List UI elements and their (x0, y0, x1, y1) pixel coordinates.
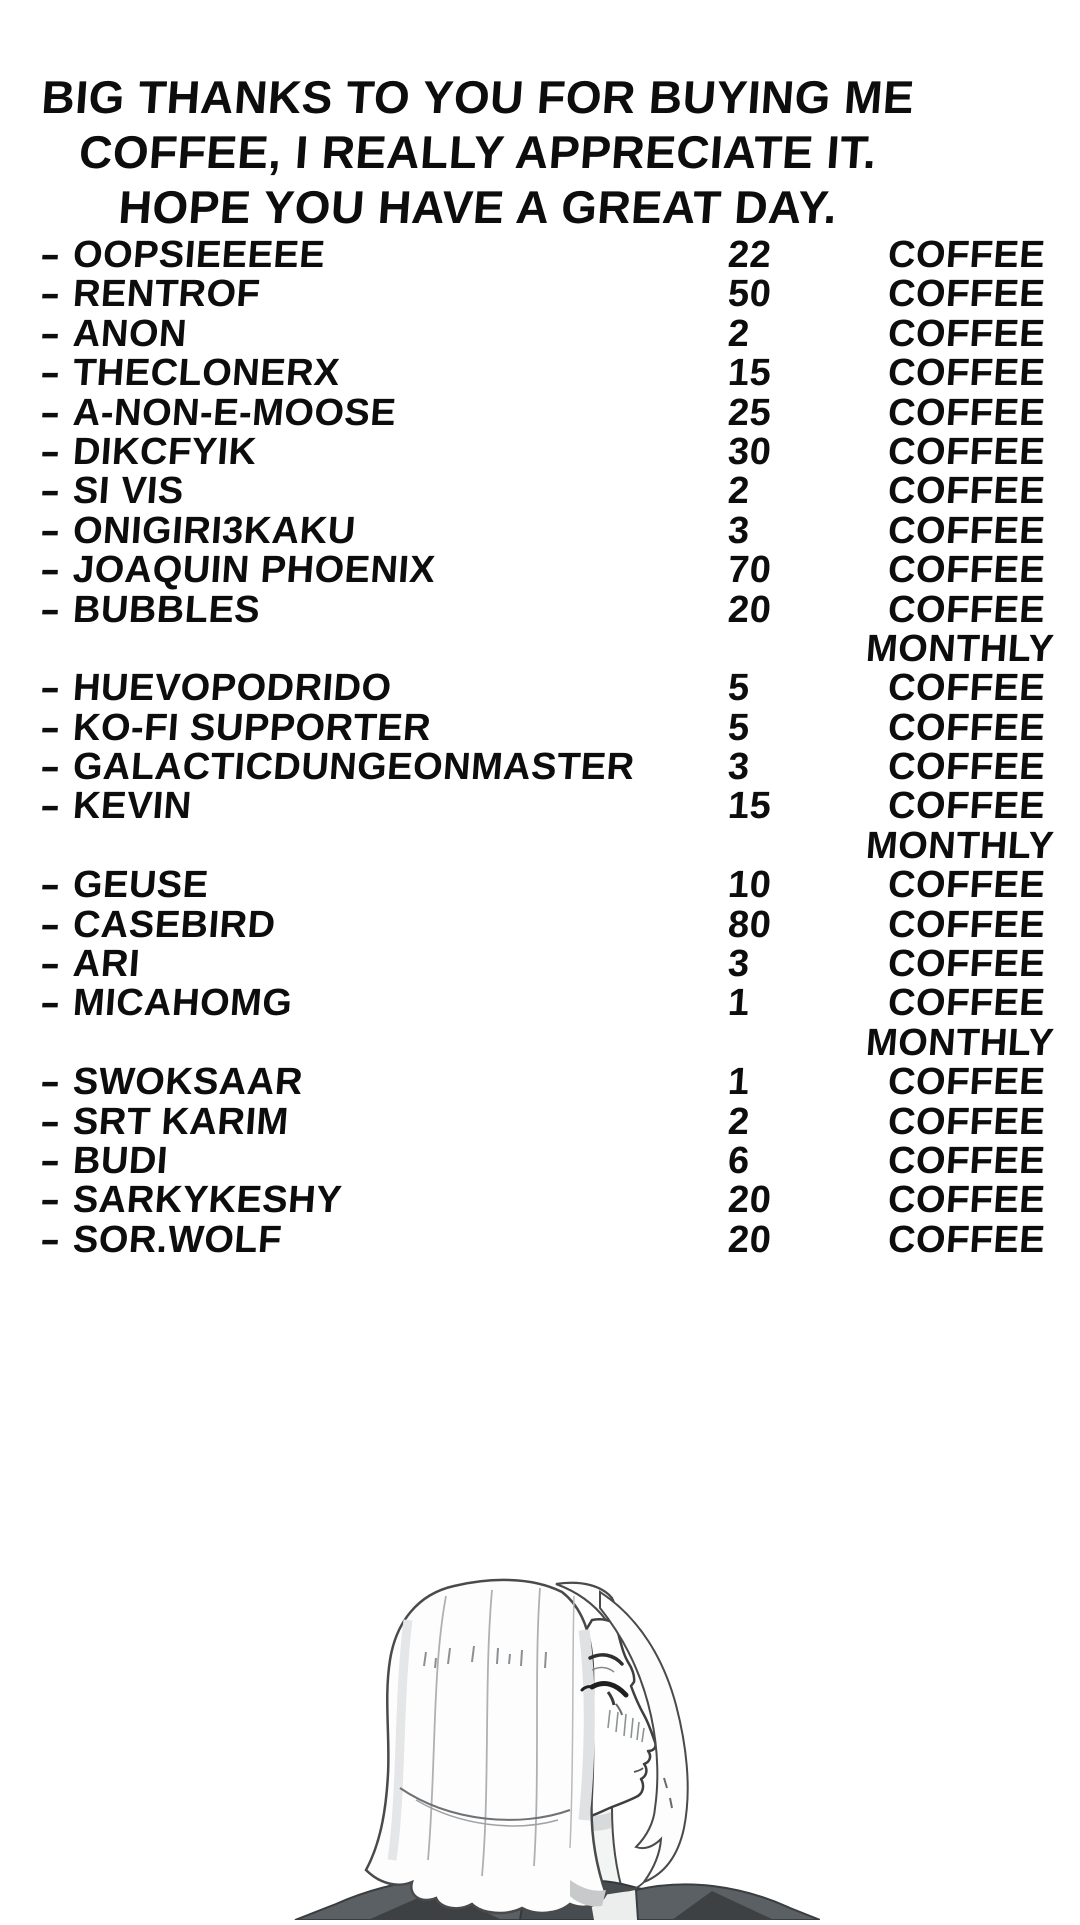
coffee-count: 2 (726, 1100, 752, 1143)
coffee-count: 15 (726, 785, 773, 828)
supporter-row (38, 509, 1070, 552)
supporter-name: - SWOKSAAR (38, 1061, 305, 1104)
supporter-name: - GEUSE (38, 864, 211, 907)
coffee-count: 1 (726, 982, 752, 1025)
supporter-row (39, 1181, 1070, 1220)
bullet-dash: - (38, 549, 63, 592)
monthly-label: MONTHLY (864, 824, 1056, 867)
bullet-dash: - (38, 785, 63, 828)
coffee-count: 80 (726, 903, 773, 946)
supporter-name: - ANON (38, 312, 189, 355)
coffee-label: COFFEE (886, 1179, 1047, 1222)
bullet-dash: - (38, 391, 63, 434)
bullet-dash: - (38, 1061, 63, 1104)
coffee-count: 70 (726, 549, 773, 592)
supporter-name: - ARI (38, 943, 142, 986)
coffee-label: COFFEE (886, 1218, 1047, 1261)
coffee-label: COFFEE (886, 312, 1047, 355)
supporter-name: - KEVIN (38, 785, 194, 828)
coffee-label: COFFEE (886, 667, 1047, 710)
coffee-label: COFFEE (886, 785, 1047, 828)
coffee-label: COFFEE (886, 746, 1047, 789)
bullet-dash: - (38, 234, 63, 276)
coffee-label: COFFEE (886, 982, 1047, 1025)
coffee-label: COFFEE (886, 549, 1047, 592)
coffee-label: COFFEE (886, 903, 1047, 946)
coffee-count: 3 (726, 746, 752, 789)
supporter-monthly-row (39, 824, 1070, 867)
supporter-row (39, 984, 1070, 1023)
supporter-name: - DIKCFYIK (38, 430, 258, 473)
coffee-label: COFFEE (886, 864, 1047, 907)
supporter-name: - SOR.WOLF (38, 1218, 284, 1261)
supporter-name: - ONIGIRI3KAKU (38, 509, 358, 552)
supporter-name: - SRT KARIM (38, 1100, 291, 1143)
coffee-label: COFFEE (886, 352, 1047, 395)
coffee-count: 6 (726, 1139, 752, 1182)
bullet-dash: - (38, 312, 63, 355)
supporter-name: - KO-FI SUPPORTER (38, 706, 433, 749)
bullet-dash: - (38, 903, 63, 946)
coffee-count: 22 (726, 234, 773, 276)
coffee-label: COFFEE (886, 470, 1047, 513)
supporter-monthly-row (39, 627, 1070, 670)
coffee-label: COFFEE (886, 430, 1047, 473)
supporter-name: - MICAHOMG (38, 982, 294, 1025)
coffee-label: COFFEE (886, 1139, 1047, 1182)
title-line-3: HOPE YOU HAVE A GREAT DAY. (116, 181, 840, 233)
bullet-dash: - (38, 430, 63, 473)
coffee-count: 10 (726, 864, 773, 907)
bullet-dash: - (38, 1100, 63, 1143)
supporter-name: - HUEVOPODRIDO (38, 667, 394, 710)
coffee-count: 50 (726, 273, 773, 316)
bullet-dash: - (38, 352, 63, 395)
supporter-name: - RENTROF (38, 273, 262, 316)
supporter-row (39, 748, 1070, 787)
coffee-count: 15 (726, 352, 773, 395)
bullet-dash: - (38, 1179, 63, 1222)
character-illustration-svg (240, 1560, 820, 1920)
supporter-row (39, 866, 1070, 905)
character-illustration (240, 1560, 820, 1920)
bullet-dash: - (38, 1139, 63, 1182)
supporter-row (39, 945, 1070, 984)
coffee-label: COFFEE (886, 588, 1047, 631)
coffee-count: 2 (726, 312, 752, 355)
monthly-label: MONTHLY (864, 627, 1056, 670)
coffee-count: 5 (726, 706, 752, 749)
supporter-row (38, 903, 1070, 946)
coffee-label: COFFEE (886, 943, 1047, 986)
supporter-name: - SI VIS (38, 470, 186, 513)
bullet-dash: - (38, 667, 63, 710)
bullet-dash: - (38, 706, 63, 749)
coffee-count: 20 (726, 1179, 773, 1222)
coffee-label: COFFEE (886, 234, 1047, 276)
supporter-monthly-row (39, 1021, 1070, 1064)
bullet-dash: - (38, 273, 63, 316)
coffee-count: 25 (726, 391, 773, 434)
supporter-name (39, 630, 730, 669)
coffee-count: 30 (726, 430, 773, 473)
supporter-name: - SARKYKESHY (38, 1179, 344, 1222)
supporter-row (39, 787, 1070, 826)
bullet-dash: - (38, 864, 63, 907)
supporter-row (39, 1063, 1070, 1102)
supporter-name: - A-NON-E-MOOSE (38, 391, 398, 434)
coffee-count: 2 (726, 470, 752, 513)
bullet-dash: - (38, 746, 63, 789)
supporter-name (39, 827, 730, 866)
supporter-row (38, 430, 1070, 473)
coffee-count: 3 (726, 943, 752, 986)
bullet-dash: - (38, 943, 63, 986)
supporter-row (38, 1218, 1070, 1261)
bullet-dash: - (38, 509, 63, 552)
supporter-row (39, 669, 1070, 708)
supporter-name: - CASEBIRD (38, 903, 277, 946)
bullet-dash: - (38, 982, 63, 1025)
bullet-dash: - (38, 470, 63, 513)
supporter-name: - BUDI (38, 1139, 170, 1182)
supporter-row (39, 354, 1070, 393)
coffee-count: 20 (726, 1218, 773, 1261)
supporter-row (38, 588, 1070, 631)
supporter-name: - BUBBLES (38, 588, 262, 631)
supporter-name: - GALACTICDUNGEONMASTER (38, 746, 637, 789)
monthly-label: MONTHLY (864, 1021, 1056, 1064)
supporter-row (38, 1139, 1070, 1182)
coffee-label: COFFEE (886, 1100, 1047, 1143)
coffee-label: COFFEE (886, 391, 1047, 434)
supporter-row (38, 1100, 1070, 1143)
supporter-row (39, 472, 1070, 511)
supporter-row (39, 236, 1070, 275)
supporter-list (40, 236, 1068, 1260)
supporter-row (39, 275, 1070, 314)
supporter-row (38, 706, 1070, 749)
title-line-2: COFFEE, I REALLY APPRECIATE IT. (77, 126, 879, 178)
supporter-row (39, 551, 1070, 590)
bullet-dash: - (38, 588, 63, 631)
supporter-name: - OOPSIEEEEE (38, 234, 327, 276)
coffee-label: COFFEE (886, 273, 1047, 316)
coffee-count: 5 (726, 667, 752, 710)
supporter-row (38, 391, 1070, 434)
page-title (0, 70, 956, 235)
coffee-label: COFFEE (886, 1061, 1047, 1104)
supporter-name: - JOAQUIN PHOENIX (38, 549, 437, 592)
coffee-label: COFFEE (886, 706, 1047, 749)
supporter-name (39, 1024, 730, 1063)
coffee-count: 3 (726, 509, 752, 552)
bullet-dash: - (38, 1218, 63, 1261)
title-line-1: BIG THANKS TO YOU FOR BUYING ME (39, 71, 917, 123)
coffee-count: 20 (726, 588, 773, 631)
coffee-count: 1 (726, 1061, 752, 1104)
supporter-row (38, 312, 1070, 355)
coffee-label: COFFEE (886, 509, 1047, 552)
supporter-name: - THECLONERX (38, 352, 342, 395)
